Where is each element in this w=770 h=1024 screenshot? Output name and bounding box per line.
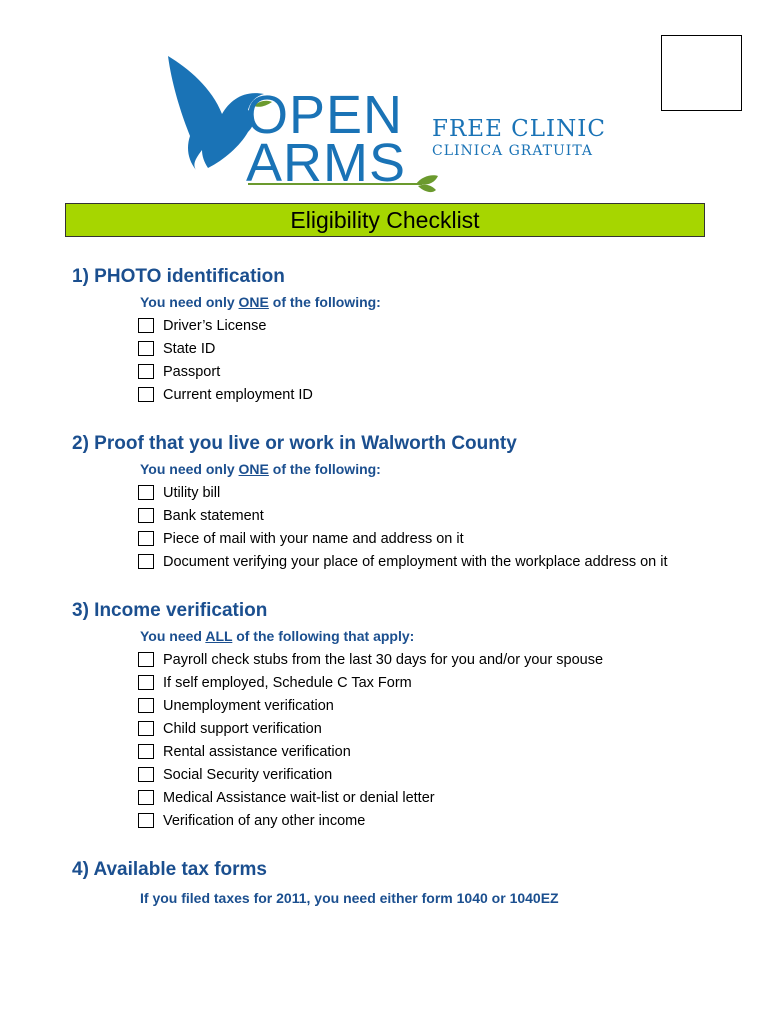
checklist-item (138, 504, 732, 527)
checkbox[interactable] (138, 721, 154, 736)
checklist-item-label: Social Security verification (163, 766, 333, 783)
open-arms-logo (160, 50, 620, 200)
section-heading: 4) Available tax forms (72, 859, 268, 880)
checklist-item-label: State ID (163, 340, 216, 357)
checklist-item-label: Bank statement (163, 507, 264, 524)
checklist-item (138, 550, 732, 573)
section-tax-forms (72, 857, 732, 908)
checkbox[interactable] (138, 675, 154, 690)
checklist-item (138, 809, 732, 832)
checklist-item-label: Current employment ID (163, 386, 313, 403)
checklist-item-label: Piece of mail with your name and address on it (163, 530, 464, 547)
checkbox[interactable] (138, 698, 154, 713)
instruction-text: of the following that apply: (232, 628, 415, 644)
checkbox[interactable] (138, 813, 154, 828)
checklist-item (138, 717, 732, 740)
checkbox[interactable] (138, 387, 154, 402)
section-photo-identification (72, 264, 732, 406)
checklist-item-label: Payroll check stubs from the last 30 days for you and/or your spouse (163, 651, 604, 668)
instruction-text: of the following: (268, 294, 381, 310)
photo-box (661, 35, 742, 111)
checklist-item (138, 648, 732, 671)
checklist-item-label: Document verifying your place of employment with the workplace address on it (163, 553, 668, 570)
checklist-item (138, 694, 732, 717)
instruction-emphasis: ONE (238, 461, 269, 477)
section-instruction (140, 626, 732, 646)
checklist-item (138, 314, 732, 337)
checklist-item-label: Driver’s License (163, 317, 267, 334)
checkbox[interactable] (138, 767, 154, 782)
checkbox[interactable] (138, 485, 154, 500)
checklist-item-label: Medical Assistance wait-list or denial letter (163, 789, 435, 806)
instruction-text: You need only (140, 294, 239, 310)
checkbox[interactable] (138, 790, 154, 805)
logo-tagline-clinica-gratuita: CLINICA GRATUITA (432, 143, 594, 159)
checklist-item (138, 383, 732, 406)
checklist-item (138, 671, 732, 694)
section-instruction (140, 292, 732, 312)
checklist-item-label: Verification of any other income (163, 812, 366, 829)
checklist-item (138, 740, 732, 763)
checklist-item-label: Unemployment verification (163, 697, 334, 714)
logo-word-arms: ARMS (246, 133, 407, 193)
instruction-text: You need (140, 628, 206, 644)
checkbox[interactable] (138, 652, 154, 667)
checkbox[interactable] (138, 531, 154, 546)
checklist (138, 481, 732, 573)
checklist-item (138, 763, 732, 786)
section-heading: 1) PHOTO identification (72, 266, 285, 287)
section-proof-of-residence (72, 431, 732, 573)
checkbox[interactable] (138, 554, 154, 569)
checklist-item (138, 337, 732, 360)
checklist-item (138, 786, 732, 809)
checklist-item (138, 527, 732, 550)
checklist-item-label: Child support verification (163, 720, 322, 737)
title-bar (65, 203, 705, 237)
page-title: Eligibility Checklist (290, 206, 480, 233)
checklist-item (138, 481, 732, 504)
section-instruction (140, 459, 732, 479)
instruction-emphasis: ONE (238, 294, 269, 310)
checklist (138, 314, 732, 406)
checklist-item (138, 360, 732, 383)
checklist-item-label: Utility bill (163, 484, 221, 501)
logo-tagline-free-clinic: FREE CLINIC (432, 116, 606, 142)
checklist-item-label: Rental assistance verification (163, 743, 351, 760)
section-heading: 2) Proof that you live or work in Walworth County (72, 433, 517, 454)
instruction-emphasis: ALL (205, 628, 233, 644)
checkbox[interactable] (138, 364, 154, 379)
checkbox[interactable] (138, 318, 154, 333)
section-note: If you filed taxes for 2011, you need either form 1040 or 1040EZ (140, 890, 559, 906)
logo-word-open: OPEN (246, 85, 404, 145)
instruction-text: You need only (140, 461, 239, 477)
checkbox[interactable] (138, 341, 154, 356)
checklist-item-label: Passport (163, 363, 221, 380)
checklist (138, 648, 732, 832)
checkbox[interactable] (138, 744, 154, 759)
instruction-text: of the following: (268, 461, 381, 477)
section-heading: 3) Income verification (72, 600, 268, 621)
checklist-item-label: If self employed, Schedule C Tax Form (163, 674, 412, 691)
checkbox[interactable] (138, 508, 154, 523)
section-income-verification (72, 598, 732, 832)
